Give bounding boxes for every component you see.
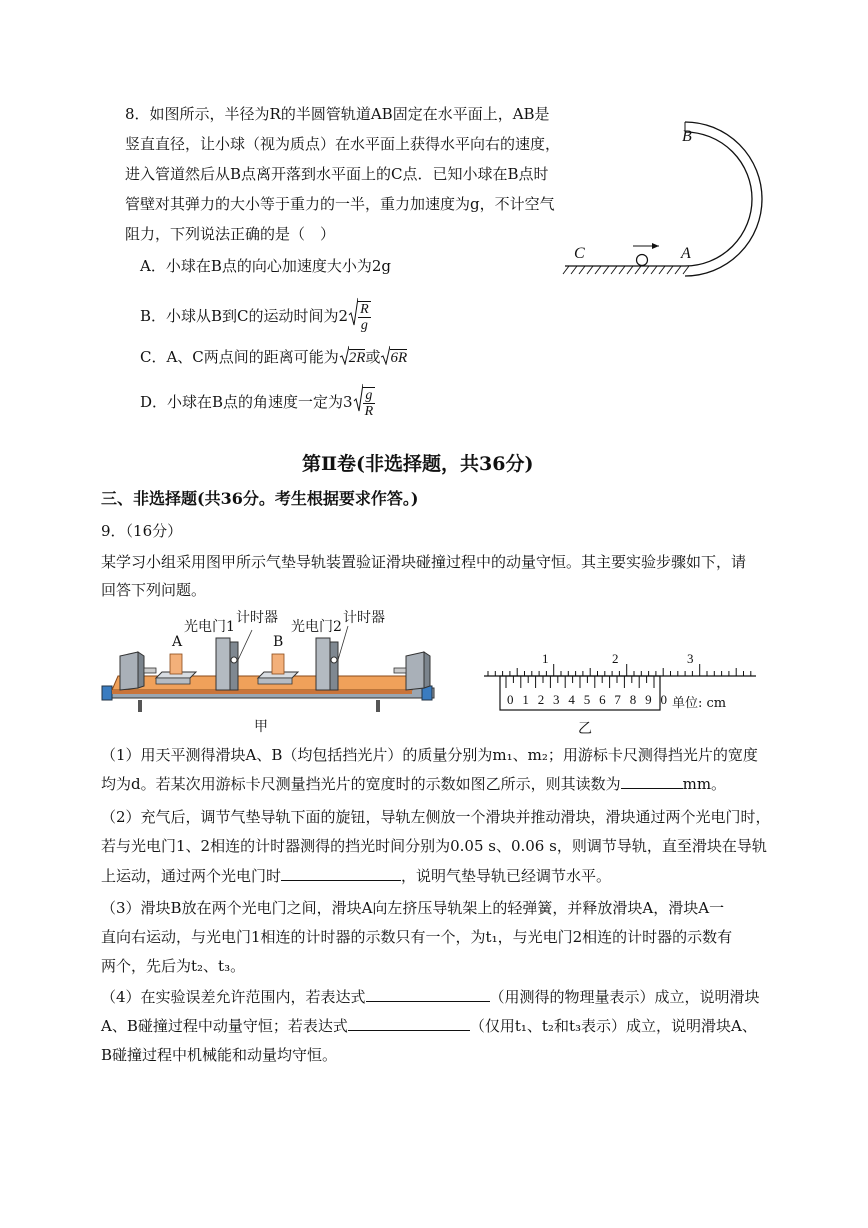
q9-s1-line-2: [101, 774, 726, 794]
q8-figure-semicircle-track: [555, 118, 775, 283]
fraction-denominator: g: [360, 318, 368, 333]
fig-jia-label-b: B: [273, 634, 284, 650]
q9-number: 9．（16分）: [101, 522, 183, 540]
part2-title: 第Ⅱ卷(非选择题，共36分): [302, 453, 534, 475]
fig-jia-label-a: A: [172, 634, 183, 650]
q8-option-b-fraction: [358, 301, 371, 333]
q8-figure-label-c: C: [574, 245, 585, 262]
q8-line-4: 管壁对其弹力的大小等于重力的一半，重力加速度为g，不计空气: [125, 195, 555, 213]
q9-s4-text-end: （用测得的物理量表示）成立，说明滑块: [489, 988, 760, 1006]
q8-option-b-text: B．小球从B到C的运动时间为2: [140, 307, 349, 325]
fig-jia-label-timer-1: 计时器: [236, 610, 278, 626]
sqrt-symbol: [339, 345, 349, 371]
q8-line-5: 阻力，下列说法正确的是（ ）: [125, 225, 336, 243]
q9-s4-line-3: B碰撞过程中机械能和动量均守恒。: [101, 1046, 338, 1064]
sqrt-symbol: [353, 383, 363, 423]
main-scale-label-1: 1: [542, 651, 549, 666]
q8-option-d-fraction: [363, 387, 376, 419]
q9-s2-line-2: 若与光电门1、2相连的计时器测得的挡光时间分别为0.05 s、0.06 s，则调节导轨，直至滑块在导轨: [101, 837, 767, 855]
q9-intro-line-2: 回答下列问题。: [101, 581, 207, 599]
fig-jia-label-timer-2: 计时器: [343, 610, 385, 626]
answer-blank[interactable]: [621, 774, 683, 789]
main-scale-label-2: 2: [612, 651, 619, 666]
q8-line-2: 竖直直径，让小球（视为质点）在水平面上获得水平向右的速度，: [125, 135, 561, 153]
vernier-label: 0: [507, 692, 514, 707]
section3-title: 三、非选择题(共36分。考生根据要求作答。): [101, 489, 419, 508]
sqrt-symbol: [380, 345, 390, 371]
q9-s4-text-2: A、B碰撞过程中动量守恒；若表达式: [101, 1017, 348, 1035]
vernier-label: 8: [629, 692, 637, 707]
vernier-label: 4: [568, 692, 575, 707]
fraction-numerator: R: [360, 302, 369, 317]
q8-figure-label-a: A: [681, 245, 691, 262]
q9-s4-line-1: [101, 987, 760, 1007]
q8-line-3: 进入管道然后从B点离开落到水平面上的C点．已知小球在B点时: [125, 165, 549, 183]
q8-option-c-or: 或: [365, 348, 381, 366]
fig-jia-label-gate-2: 光电门2: [291, 619, 342, 635]
answer-blank[interactable]: [281, 866, 401, 881]
q9-s3-line-1: （3）滑块B放在两个光电门之间，滑块A向左挤压导轨架上的轻弹簧，并释放滑块A，滑块A一: [101, 899, 725, 917]
q8-option-d: [140, 383, 375, 423]
vernier-label: 6: [599, 692, 606, 707]
q8-option-d-text: D．小球在B点的角速度一定为3: [140, 393, 353, 411]
q9-s1-line-1: （1）用天平测得滑块A、B（均包括挡光片）的质量分别为m₁、m₂；用游标卡尺测得挡光片的宽度: [101, 746, 758, 764]
q9-s3-line-3: 两个，先后为t₂、t₃。: [101, 957, 246, 975]
vernier-scale-labels: [507, 692, 667, 708]
vernier-unit: 单位: cm: [672, 696, 727, 711]
answer-blank[interactable]: [366, 987, 490, 1002]
q8-option-c-value-1: 2R: [348, 350, 366, 366]
q9-s4-text: （4）在实验误差允许范围内，若表达式: [101, 988, 366, 1006]
ball-icon: [637, 255, 648, 266]
fig-jia-label-gate-1: 光电门1: [184, 619, 235, 635]
q9-s3-line-2: 直向右运动，与光电门1相连的计时器的示数只有一个，为t₁，与光电门2相连的计时器的示数有: [101, 928, 733, 946]
fig-jia-caption: 甲: [254, 719, 268, 735]
vernier-label: 0: [660, 692, 667, 707]
vernier-label: 7: [614, 692, 621, 707]
q9-intro-line-1: 某学习小组采用图甲所示气垫导轨装置验证滑块碰撞过程中的动量守恒。其主要实验步骤如下，请: [101, 553, 747, 571]
vernier-label: 3: [553, 692, 560, 707]
vernier-label: 9: [645, 692, 652, 707]
q9-s1-unit: mm。: [682, 775, 727, 793]
q8-figure-label-b: B: [682, 128, 692, 145]
q9-s2-line-1: （2）充气后，调节气垫导轨下面的旋钮，导轨左侧放一个滑块并推动滑块，滑块通过两个光电门时，: [101, 808, 771, 826]
q8-option-b: [140, 297, 371, 337]
sqrt-symbol: [348, 297, 358, 337]
fraction-denominator: R: [364, 404, 374, 419]
vernier-label: 2: [537, 692, 545, 707]
arrow-icon: [652, 243, 659, 249]
vernier-label: 1: [522, 692, 529, 707]
q9-s2-text: 上运动，通过两个光电门时: [101, 867, 282, 885]
q9-s4-text-2-end: （仅用t₁、t₂和t₃表示）成立，说明滑块A、: [469, 1017, 757, 1035]
q9-s1-text: 均为d。若某次用游标卡尺测量挡光片的宽度时的示数如图乙所示，则其读数为: [101, 775, 621, 793]
fraction-numerator: g: [363, 388, 376, 404]
q9-s4-line-2: [101, 1016, 757, 1036]
q8-option-c-value-2: 6R: [390, 350, 408, 366]
q9-s2-line-3: [101, 866, 611, 886]
q8-option-c-text: C．A、C两点间的距离可能为: [140, 348, 339, 366]
q8-option-a: A．小球在B点的向心加速度大小为2g: [140, 257, 392, 275]
q8-option-c: [140, 345, 407, 371]
fig-yi-caption: 乙: [578, 721, 592, 737]
answer-blank[interactable]: [348, 1016, 470, 1031]
q9-s2-text-end: ，说明气垫导轨已经调节水平。: [401, 867, 612, 885]
main-scale-label-3: 3: [687, 651, 694, 666]
vernier-label: 5: [583, 692, 591, 707]
q8-line-1: 8．如图所示，半径为R的半圆管轨道AB固定在水平面上，AB是: [125, 105, 550, 123]
air-track-figure: [100, 620, 440, 720]
